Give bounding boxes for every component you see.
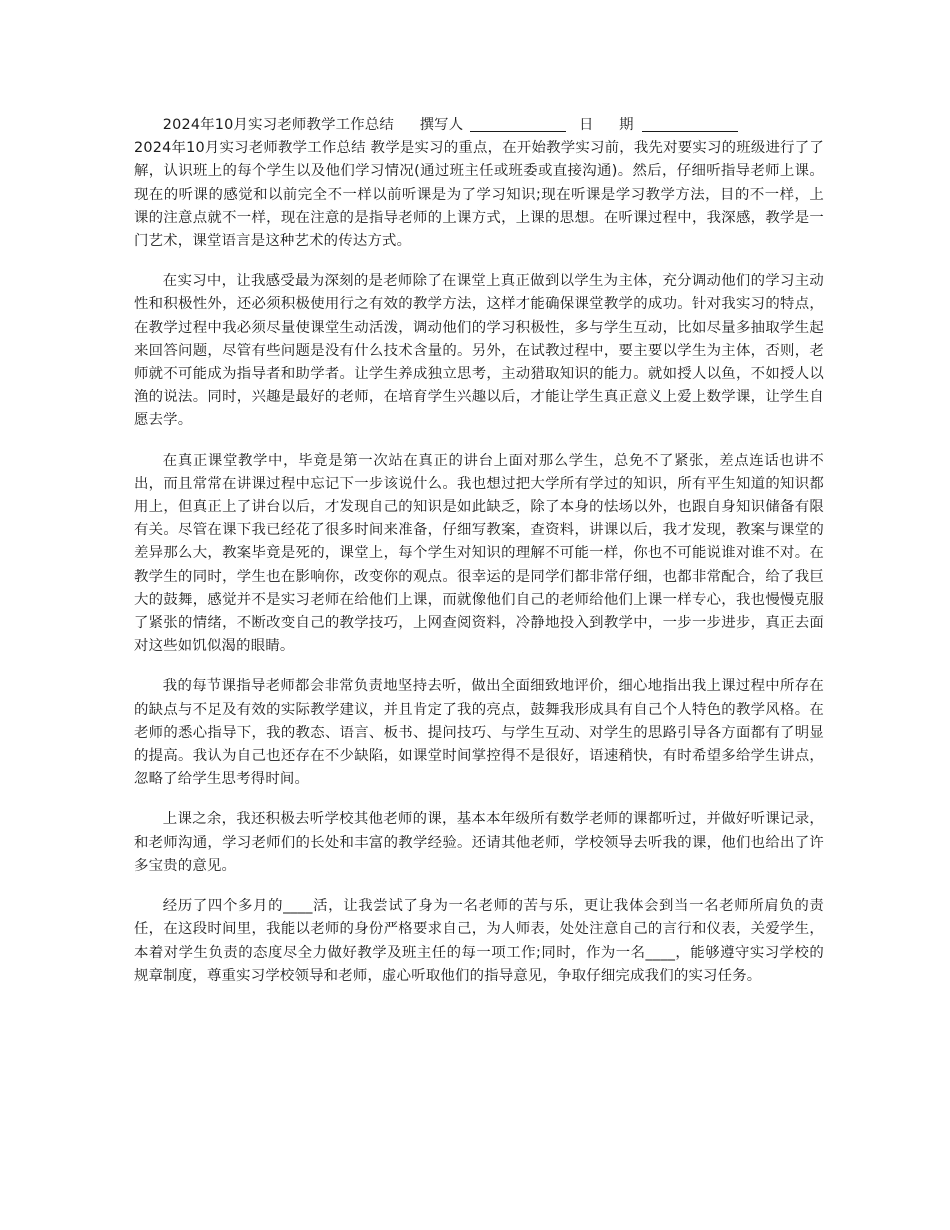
paragraph-teaching-methods: 在实习中，让我感受最为深刻的是老师除了在课堂上真正做到以学生为主体，充分调动他们的学习主动性和积极性外，还必须积极使用行之有效的教学方法，这样才能确保课堂教学的成功。针对我实习的特点，在教学过程中我必须尽量使课堂生动活泼，调动他们的学习积极性，多与学生互动，比如尽量多抽取学生起来回答问题，尽管有些问题是没有什么技术含量的。另外，在试教过程中，要主要以学生为主体，否则，老师就不可能成为指导者和助学者。让学生养成独立思考，主动猎取知识的能力。就如授人以鱼，不如授人以渔的说法。同时，兴趣是最好的老师，在培育学生兴趣以后，才能让学生真正意义上爱上数学课，让学生自愿去学。 <box>134 273 824 429</box>
date-label-1: 日 <box>578 117 594 133</box>
date-label-2: 期 <box>619 117 634 133</box>
header-paragraph <box>134 114 824 253</box>
author-label: 撰写人 <box>419 117 464 133</box>
paragraph-intro: 2024年10月实习老师教学工作总结 教学是实习的重点，在开始教学实习前，我先对要实习的班级进行了了解，认识班上的每个学生以及他们学习情况(通过班主任或班委或直接沟通)。然后，仔细听指导老师上课。现在的听课的感觉和以前完全不一样以前听课是为了学习知识;现在听课是学习教学方法，目的不一样，上课的注意点就不一样，现在注意的是指导老师的上课方式，上课的思想。在听课过程中，我深感，教学是一门艺术，课堂语言是这种艺术的传达方式。 <box>134 140 824 250</box>
date-blank <box>642 115 738 132</box>
author-blank <box>470 115 566 132</box>
paragraph-classroom-experience: 在真正课堂教学中，毕竟是第一次站在真正的讲台上面对那么学生，总免不了紧张，差点连话也讲不出，而且常常在讲课过程中忘记下一步该说什么。我也想过把大学所有学过的知识，所有平生知道的知识都用上，但真正上了讲台以后，才发现自己的知识是如此缺乏，除了本身的怯场以外，也跟自身知识储备有限有关。尽管在课下我已经花了很多时间来准备，仔细写教案，查资料，讲课以后，我才发现，教案与课堂的差异那么大，教案毕竟是死的，课堂上，每个学生对知识的理解不可能一样，你也不可能说谁对谁不对。在教学生的同时，学生也在影响你，改变你的观点。很幸运的是同学们都非常仔细，也都非常配合，给了我巨大的鼓舞，感觉并不是实习老师在给他们上课，而就像他们自己的老师给他们上课一样专心，我也慢慢克服了紧张的情绪，不断改变自己的教学技巧，上网查阅资料，冷静地投入到教学中，一步一步进步，真正去面对这些如饥似渴的眼睛。 <box>134 452 824 655</box>
document-body <box>134 114 824 1005</box>
document-title: 2024年10月实习老师教学工作总结 <box>162 117 395 133</box>
paragraph-conclusion: 经历了四个多月的____活，让我尝试了身为一名老师的苦与乐，更让我体会到当一名老师所肩负的责任，在这段时间里，我能以老师的身份严格要求自己，为人师表，处处注意自己的言行和仪表，关爱学生，本着对学生负责的态度尽全力做好教学及班主任的每一项工作;同时，作为一名____，能够遵守实习学校的规章制度，尊重实习学校领导和老师，虚心听取他们的指导意见，争取仔细完成我们的实习任务。 <box>134 898 824 984</box>
paragraph-observing-classes: 上课之余，我还积极去听学校其他老师的课，基本本年级所有数学老师的课都听过，并做好听课记录，和老师沟通，学习老师们的长处和丰富的教学经验。还请其他老师，学校领导去听我的课，他们也给出了许多宝贵的意见。 <box>134 811 824 874</box>
paragraph-mentor-feedback: 我的每节课指导老师都会非常负责地坚持去听，做出全面细致地评价，细心地指出我上课过程中所存在的缺点与不足及有效的实际教学建议，并且肯定了我的亮点，鼓舞我形成具有自己个人特色的教学风格。在老师的悉心指导下，我的教态、语言、板书、提问技巧、与学生互动、对学生的思路引导各方面都有了明显的提高。我认为自己也还存在不少缺陷，如课堂时间掌控得不是很好，语速稍快，有时希望多给学生讲点，忽略了给学生思考得时间。 <box>134 678 824 788</box>
header-line <box>134 114 824 137</box>
